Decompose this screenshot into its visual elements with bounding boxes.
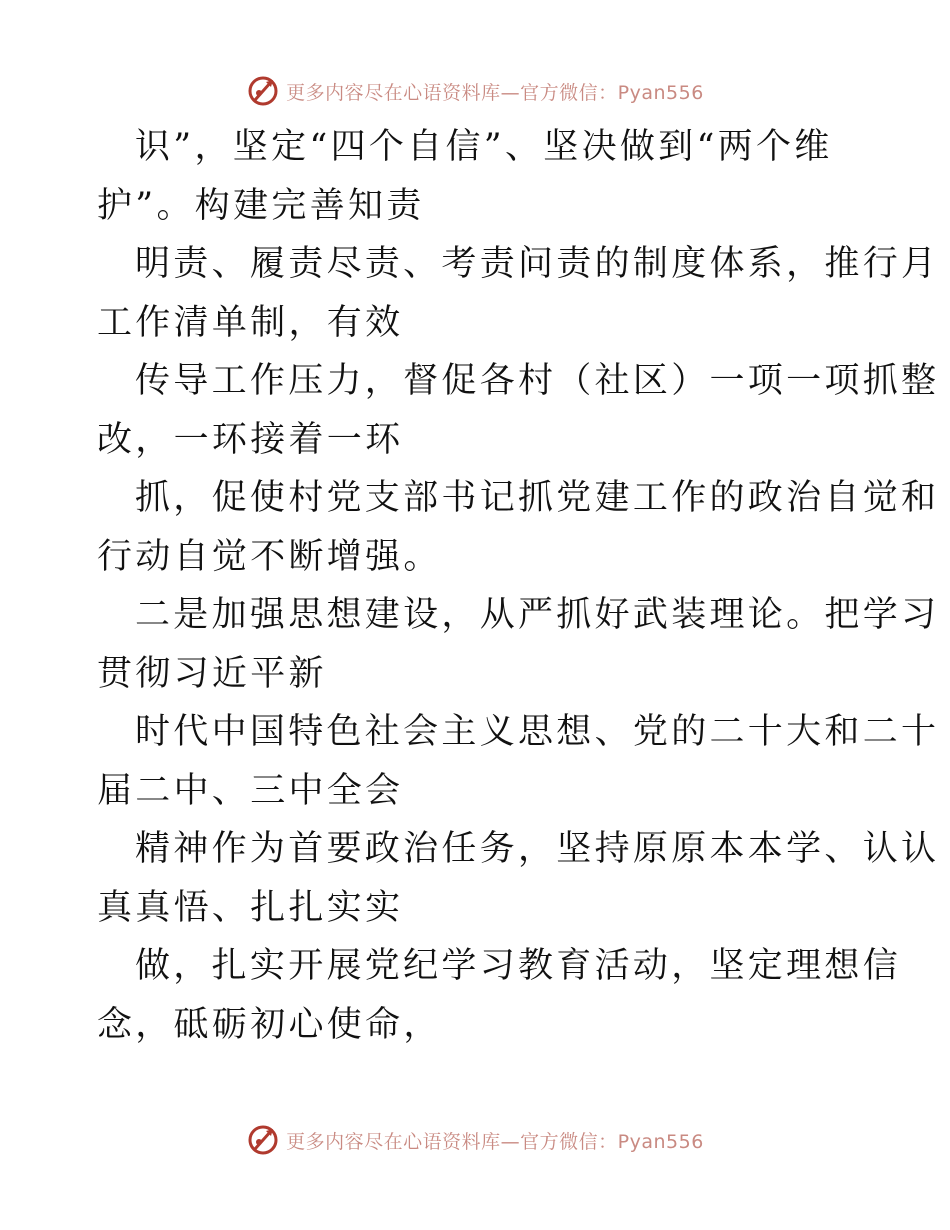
seal-logo-icon — [246, 74, 280, 108]
paragraph-line: 工作清单制，有效 — [97, 302, 404, 343]
paragraph — [97, 469, 940, 586]
paragraph-line: 念，砥砺初心使命， — [97, 1004, 442, 1045]
paragraph-line: 真真悟、扎扎实实 — [97, 887, 404, 928]
paragraph-line: 明责、履责尽责、考责问责的制度体系，推行月 — [135, 244, 940, 284]
paragraph — [97, 235, 940, 352]
paragraph-line: 贯彻习近平新 — [97, 653, 327, 694]
paragraph-line: 抓，促使村党支部书记抓党建工作的政治自觉和 — [135, 478, 940, 518]
header-watermark — [0, 71, 950, 111]
paragraph-line: 传导工作压力，督促各村（社区）一项一项抓整 — [135, 361, 940, 401]
paragraph-line: 行动自觉不断增强。 — [97, 536, 442, 577]
header-watermark-text: 更多内容尽在心语资料库—官方微信：Pyan556 — [286, 81, 704, 104]
footer-watermark-text: 更多内容尽在心语资料库—官方微信：Pyan556 — [286, 1130, 704, 1153]
paragraph-line: 护”。构建完善知责 — [97, 185, 425, 226]
paragraph-line: 改，一环接着一环 — [97, 419, 404, 460]
paragraph — [97, 352, 940, 469]
paragraph — [97, 820, 940, 937]
paragraph-line: 届二中、三中全会 — [97, 770, 404, 811]
footer-watermark — [0, 1120, 950, 1160]
paragraph — [97, 118, 857, 235]
paragraph-line: 识”，坚定“四个自信”、坚决做到“两个维 — [135, 127, 833, 167]
paragraph-line: 精神作为首要政治任务，坚持原原本本学、认认 — [135, 829, 940, 869]
paragraph-line: 二是加强思想建设，从严抓好武装理论。把学习 — [135, 595, 940, 635]
document-body — [97, 118, 940, 1054]
paragraph — [97, 703, 940, 820]
paragraph — [97, 937, 902, 1054]
paragraph — [97, 586, 940, 703]
paragraph-line: 时代中国特色社会主义思想、党的二十大和二十 — [135, 712, 940, 752]
seal-logo-icon — [246, 1123, 280, 1157]
paragraph-line: 做，扎实开展党纪学习教育活动，坚定理想信 — [135, 946, 902, 986]
